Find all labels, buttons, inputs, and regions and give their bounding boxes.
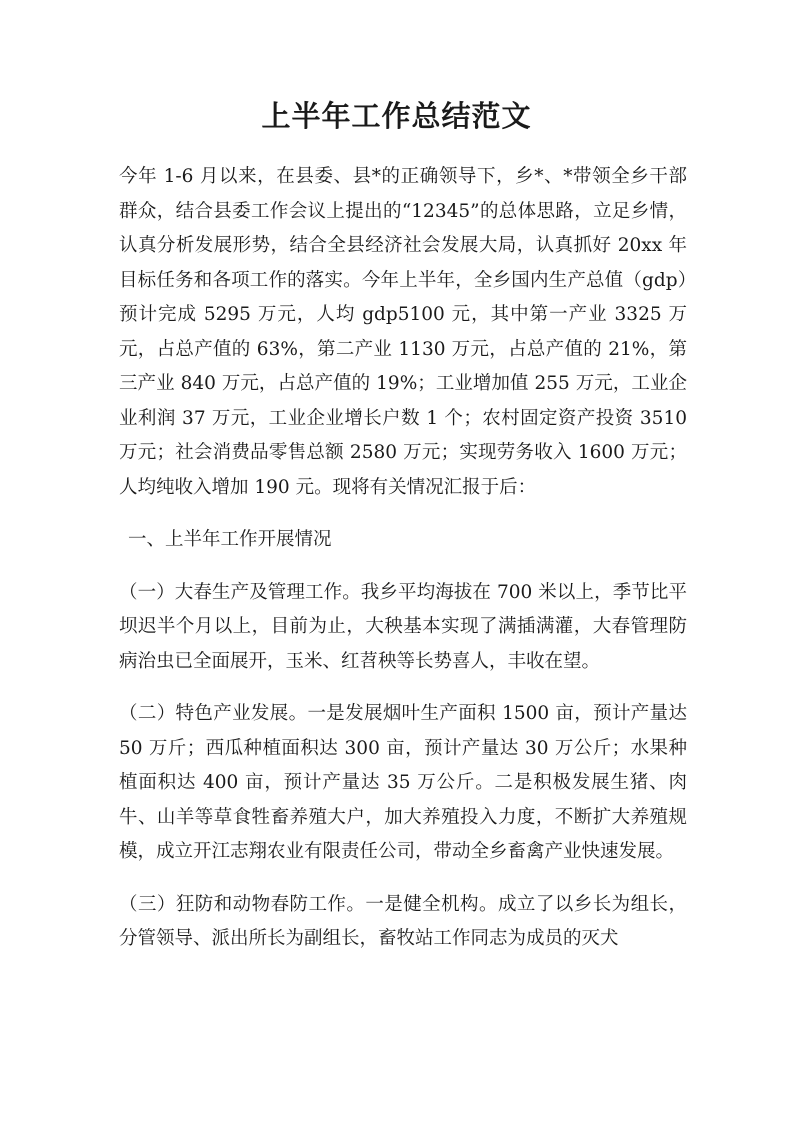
section-heading: 一、上半年工作开展情况: [128, 529, 332, 550]
paragraph-spacer: [119, 505, 687, 523]
document-body: [119, 160, 687, 957]
document-title: 上半年工作总结范文: [261, 99, 532, 133]
intro-paragraph: 今年 1-6 月以来，在县委、县*的正确领导下，乡*、*带领全乡干部群众，结合县委工作会议上提出的“12345”的总体思路，立足乡情，认真分析发展形势，结合全县经济社会发展大局，认真抓好 20xx 年目标任务和各项工作的落实。今年上半年，全乡国内生产总值（gdp）预计完成 5295 万元，人均 gdp5100 元，其中第一产业 3325 万元，占总产值的 63%，第二产业 1130 万元，占总产值的 21%，第三产业 840 万元，占总产值的 19%；工业增加值 255 万元，工业企业利润 37 万元，工业企业增长户数 1 个；农村固定资产投资 3510 万元；社会消费品零售总额 2580 万元；实现劳务收入 1600 万元；人均纯收入增加 190 元。现将有关情况汇报于后：: [119, 166, 687, 498]
paragraph-spacer: [119, 679, 687, 697]
item-paragraph-3: （三）狂防和动物春防工作。一是健全机构。成立了以乡长为组长，分管领导、派出所长为副组长，畜牧站工作同志为成员的灭犬: [119, 893, 687, 949]
item-paragraph-1: （一）大春生产及管理工作。我乡平均海拔在 700 米以上，季节比平坝迟半个月以上，目前为止，大秧基本实现了满插满灌，大春管理防病治虫已全面展开，玉米、红苕秧等长势喜人，丰收在望。: [119, 581, 687, 672]
paragraph-spacer: [119, 870, 687, 888]
item-paragraph-2: （二）特色产业发展。一是发展烟叶生产面积 1500 亩，预计产量达 50 万斤；西瓜种植面积达 300 亩，预计产量达 30 万公斤；水果种植面积达 400 亩，预计产量达 35 万公斤。二是积极发展生猪、肉牛、山羊等草食牲畜养殖大户，加大养殖投入力度，不断扩大养殖规模，成立开江志翔农业有限责任公司，带动全乡畜禽产业快速发展。: [119, 703, 687, 862]
paragraph-spacer: [119, 558, 687, 576]
